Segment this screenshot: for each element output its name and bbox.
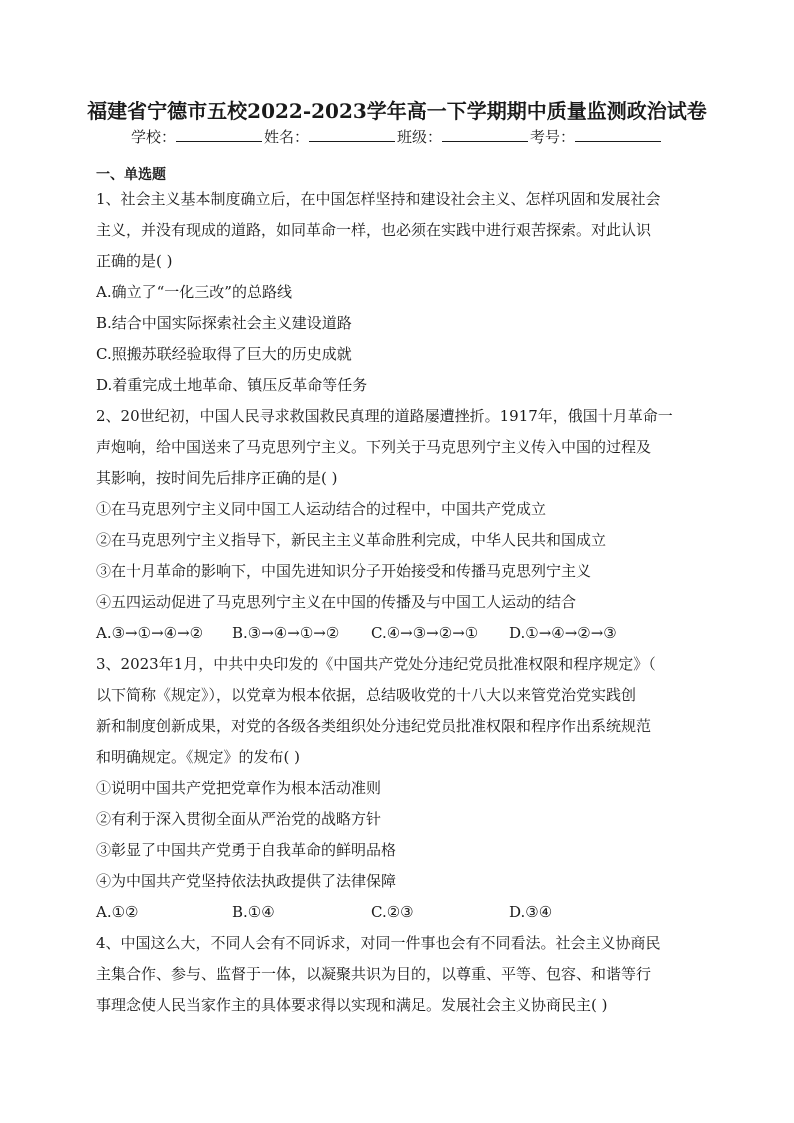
q2-option-b: B.③→④→①→② <box>232 624 340 642</box>
question-list <box>96 184 706 1021</box>
q2-option-c: C.④→③→②→① <box>371 624 479 642</box>
school-blank <box>176 127 262 142</box>
q4-stem-line: 事理念使人民当家作主的具体要求得以实现和满足。发展社会主义协商民主( ) <box>96 996 608 1014</box>
school-label: 学校： <box>130 128 176 146</box>
q3-item-4: ④为中国共产党坚持依法执政提供了法律保障 <box>96 872 397 890</box>
q2-item-2: ②在马克思列宁主义指导下，新民主主义革命胜利完成，中华人民共和国成立 <box>96 531 607 549</box>
q3-option-c: C.②③ <box>371 903 414 921</box>
q3-stem-line: 3、2023年1月，中共中央印发的《中国共产党处分违纪党员批准权限和程序规定》（ <box>96 655 656 673</box>
q1-option-b: B.结合中国实际探索社会主义建设道路 <box>96 314 352 332</box>
q3-item-1: ①说明中国共产党把党章作为根本活动准则 <box>96 779 382 797</box>
student-info-row <box>0 126 794 147</box>
q1-option-a: A.确立了“一化三改”的总路线 <box>96 283 292 301</box>
q1-option-d: D.着重完成土地革命、镇压反革命等任务 <box>96 376 368 394</box>
q2-stem-line: 2、20世纪初，中国人民寻求救国救民真理的道路屡遭挫折。1917年，俄国十月革命一 <box>96 407 673 425</box>
q3-option-b: B.①④ <box>232 903 275 921</box>
q4-stem-line: 主集合作、参与、监督于一体，以凝聚共识为目的，以尊重、平等、包容、和谐等行 <box>96 965 652 983</box>
name-label: 姓名： <box>263 128 309 146</box>
section-heading: 一、单选题 <box>96 167 166 183</box>
q1-option-c: C.照搬苏联经验取得了巨大的历史成就 <box>96 345 352 363</box>
number-label: 考号： <box>530 128 576 146</box>
q2-options-row <box>96 618 706 649</box>
q3-option-a: A.①② <box>96 903 139 921</box>
exam-title: 福建省宁德市五校2022-2023学年高一下学期期中质量监测政治试卷 <box>87 99 707 123</box>
q4-stem-line: 4、中国这么大，不同人会有不同诉求，对同一件事也会有不同看法。社会主义协商民 <box>96 934 661 952</box>
q3-stem-line: 以下简称《规定》），以党章为根本依据，总结吸收党的十八大以来管党治党实践创 <box>96 686 637 704</box>
q2-item-1: ①在马克思列宁主义同中国工人运动结合的过程中，中国共产党成立 <box>96 500 547 518</box>
q3-item-3: ③彰显了中国共产党勇于自我革命的鲜明品格 <box>96 841 397 859</box>
q2-stem-line: 其影响，按时间先后排序正确的是( ) <box>96 469 338 487</box>
number-blank <box>575 127 661 142</box>
q3-stem-line: 和明确规定。《规定》的发布( ) <box>96 748 300 766</box>
q2-item-4: ④五四运动促进了马克思列宁主义在中国的传播及与中国工人运动的结合 <box>96 593 577 611</box>
q3-item-2: ②有利于深入贯彻全面从严治党的战略方针 <box>96 810 382 828</box>
q3-stem-line: 新和制度创新成果，对党的各级各类组织处分违纪党员批准权限和程序作出系统规范 <box>96 717 652 735</box>
q3-options-row <box>96 897 706 928</box>
class-blank <box>442 127 528 142</box>
q1-stem-line: 1、社会主义基本制度确立后，在中国怎样坚持和建设社会主义、怎样巩固和发展社会 <box>96 190 661 208</box>
q2-stem-line: 声炮响，给中国送来了马克思列宁主义。下列关于马克思列宁主义传入中国的过程及 <box>96 438 652 456</box>
q2-option-a: A.③→①→④→② <box>96 624 204 642</box>
q2-item-3: ③在十月革命的影响下，中国先进知识分子开始接受和传播马克思列宁主义 <box>96 562 592 580</box>
q2-option-d: D.①→④→②→③ <box>509 624 617 642</box>
class-label: 班级： <box>397 128 443 146</box>
name-blank <box>309 127 395 142</box>
q1-stem-line: 主义，并没有现成的道路，如同革命一样，也必须在实践中进行艰苦探索。对此认识 <box>96 221 652 239</box>
q1-stem-line: 正确的是( ) <box>96 252 173 270</box>
q3-option-d: D.③④ <box>509 903 553 921</box>
